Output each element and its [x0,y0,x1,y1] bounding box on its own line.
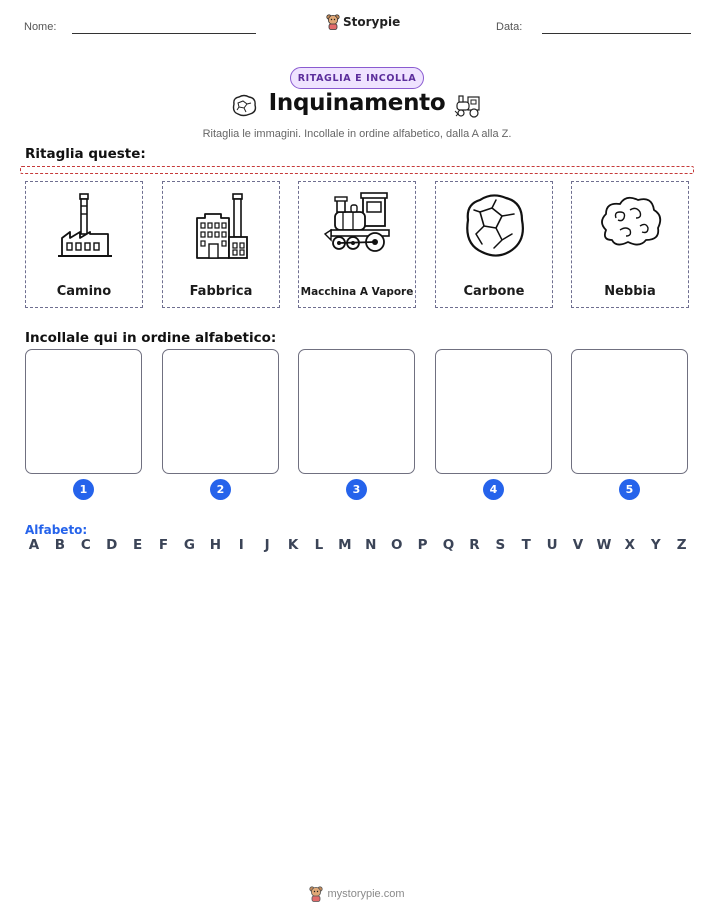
paste-slot-4[interactable] [435,349,552,474]
alphabet-letter: O [390,537,403,553]
card-label: Nebbia [604,284,656,299]
alphabet-letter: G [183,537,195,553]
card-label: Macchina A Vapore [300,286,414,298]
slot-number: 3 [346,479,367,500]
paste-section-title: Incollale qui in ordine alfabetico: [25,330,277,346]
alphabet-letter: R [469,537,480,553]
slot-number: 4 [483,479,504,500]
alphabet-letter: Y [650,537,661,553]
footer-url[interactable]: mystorypie.com [327,888,405,900]
paste-slot-1[interactable] [25,349,142,474]
cut-card-carbone[interactable] [435,181,553,308]
cut-guide-line [20,166,694,174]
slot-number: 5 [619,479,640,500]
instructions: Ritaglia le immagini. Incollale in ordine alfabetico, dalla A alla Z. [202,128,512,140]
alphabet-letter: F [158,537,169,553]
coal-icon [460,190,530,262]
alphabet-letter: U [546,537,558,553]
alphabet-letter: K [287,537,299,553]
paste-slot-2[interactable] [162,349,279,474]
slot-number: 1 [73,479,94,500]
date-field-line[interactable] [542,33,691,34]
alphabet-letter: W [596,537,612,553]
steam-train-icon [454,92,484,120]
alphabet-letter: I [238,537,244,553]
alphabet-letter: C [80,537,91,553]
alphabet-letter: X [624,537,636,553]
slot-number: 2 [210,479,231,500]
footer [0,886,714,902]
alphabet-letter: L [314,537,324,553]
card-label: Camino [56,284,112,299]
chimney-icon [50,190,120,262]
alphabet-letter: H [209,537,221,553]
name-label: Nome: [24,21,57,33]
alphabet-letter: J [264,537,270,553]
brand-logo [326,14,400,30]
alphabet-letter: B [54,537,66,553]
cut-card-macchina-a-vapore[interactable] [298,181,416,308]
bear-mascot-icon [326,14,340,30]
card-label: Fabbrica [189,284,253,299]
alphabet-letter: Z [676,537,687,553]
activity-badge: RITAGLIA E INCOLLA [290,67,424,89]
page-title: Inquinamento [268,90,446,116]
cut-card-nebbia[interactable] [571,181,689,308]
alphabet-letter: Q [442,537,455,553]
steam-engine-icon [323,190,393,262]
alphabet-letter: A [28,537,40,553]
date-label: Data: [496,21,523,33]
paste-slot-3[interactable] [298,349,415,474]
card-label: Carbone [463,284,525,299]
alphabet-letter: T [521,537,531,553]
bear-mascot-icon [309,886,323,902]
smog-icon [596,190,666,262]
alphabet-letter: S [495,537,506,553]
alphabet-letter: P [417,537,428,553]
cut-card-camino[interactable] [25,181,143,308]
paste-slot-5[interactable] [571,349,688,474]
alphabet-row [25,537,691,553]
cut-section-title: Ritaglia queste: [25,146,146,162]
cut-card-fabbrica[interactable] [162,181,280,308]
alphabet-letter: N [365,537,377,553]
alphabet-letter: V [572,537,584,553]
factory-icon [187,190,257,262]
alphabet-letter: M [338,537,352,553]
alphabet-letter: D [106,537,118,553]
brand-name: Storypie [343,15,401,29]
alphabet-title: Alfabeto: [25,523,88,537]
alphabet-letter: E [133,537,143,553]
name-field-line[interactable] [72,33,256,34]
